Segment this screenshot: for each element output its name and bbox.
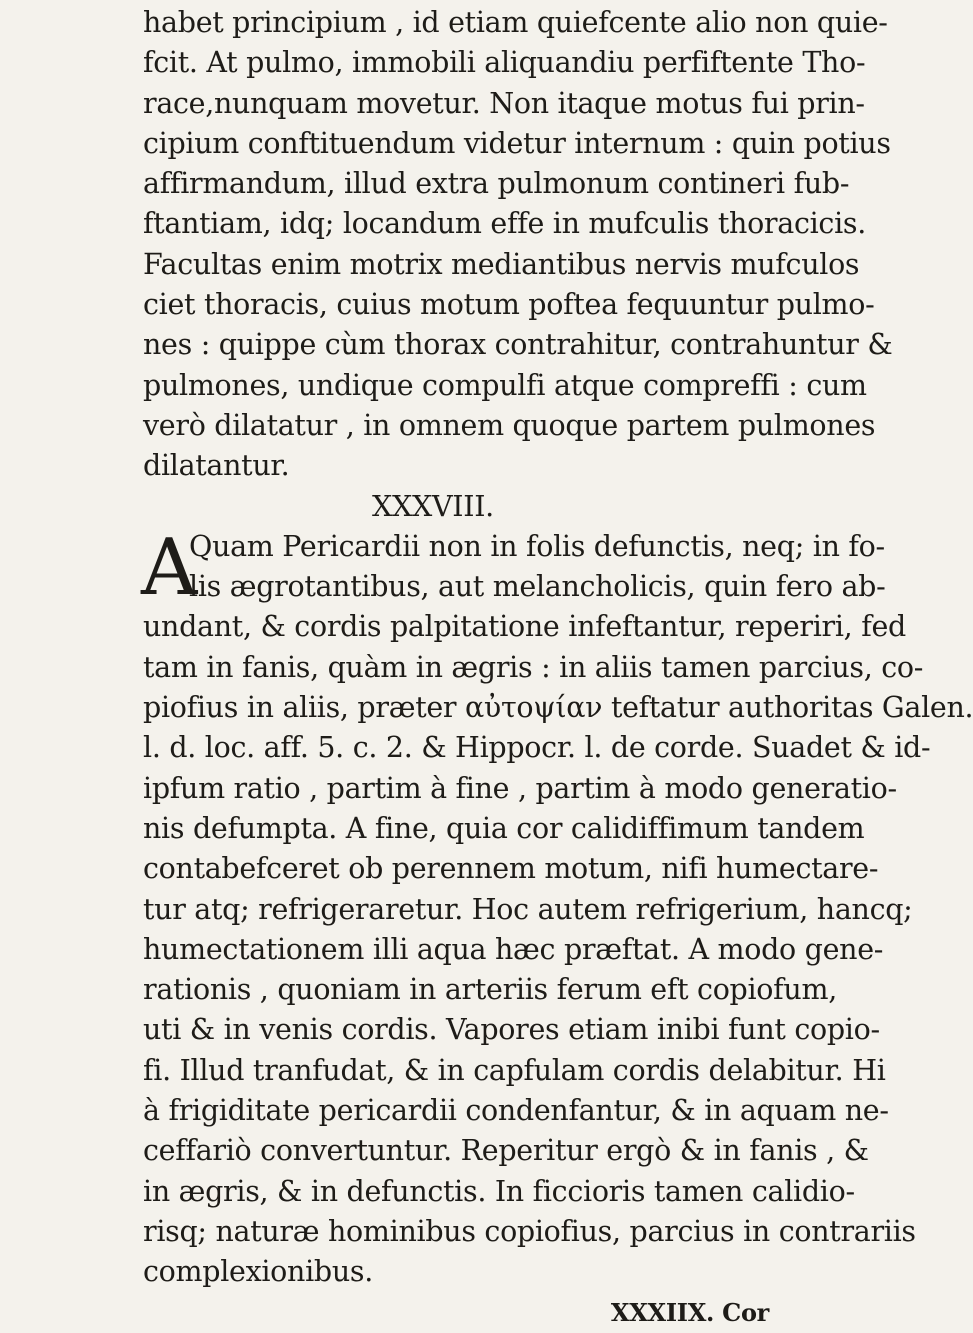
text-line-last: complexionibus.: [143, 1255, 373, 1289]
text-line: fi. Illud tranfudat, & in capfulam cordis delabitur. Hi: [143, 1053, 886, 1087]
text-line: fcit. At pulmo, immobili aliquandiu perfiftente Tho-: [143, 46, 866, 80]
text-line: race,nunquam movetur. Non itaque motus fui prin-: [143, 86, 865, 120]
text-line: nes : quippe cùm thorax contrahitur, contrahuntur &: [143, 328, 893, 362]
text-line: tur atq; refrigeraretur. Hoc autem refrigerium, hancq;: [143, 892, 913, 926]
text-line: cipium conftituendum videtur internum : quin potius: [143, 126, 891, 160]
text-line: à frigiditate pericardii condenfantur, & in aquam ne-: [143, 1094, 889, 1128]
text-line: in ægris, & in defunctis. In ficcioris tamen calidio-: [143, 1174, 855, 1208]
text-line: l. d. loc. aff. 5. c. 2. & Hippocr. l. de corde. Suadet & id-: [143, 731, 931, 765]
text-line: verò dilatatur , in omnem quoque partem pulmones: [143, 408, 876, 442]
text-line: contabefceret ob perennem motum, nifi humectare-: [143, 852, 879, 886]
text-line: ceffariò convertuntur. Reperitur ergò & in fanis , &: [143, 1134, 869, 1168]
text-line: tam in fanis, quàm in ægris : in aliis tamen parcius, co-: [143, 650, 924, 684]
text-line: ipfum ratio , partim à fine , partim à modo generatio-: [143, 771, 897, 805]
text-line-content: Quam Pericardii non in folis defunctis, neq; in fo-: [189, 529, 885, 563]
text-line: uti & in venis cordis. Vapores etiam inibi funt copio-: [143, 1013, 880, 1047]
text-line: habet principium , id etiam quiefcente alio non quie-: [143, 6, 888, 39]
text-line: lis ægrotantibus, aut melancholicis, quin fero ab-: [189, 570, 886, 604]
text-line: pulmones, undique compulfi atque compreffi : cum: [143, 368, 867, 402]
text-line: affirmandum, illud extra pulmonum contineri fub-: [143, 167, 850, 201]
text-line: risq; naturæ hominibus copiofius, parcius in contrariis: [143, 1214, 916, 1248]
text-line: Facultas enim motrix mediantibus nervis mufculos: [143, 247, 860, 281]
text-line: rationis , quoniam in arteriis ferum eft copiofum,: [143, 973, 837, 1007]
text-block: [141, 3, 973, 1333]
text-line: ciet thoracis, cuius motum poftea fequuntur pulmo-: [143, 288, 875, 322]
catchword: XXXIIX. Cor: [610, 1297, 769, 1327]
drop-cap: A: [141, 522, 198, 613]
text-line-last: dilatantur.: [143, 449, 290, 483]
text-line: undant, & cordis palpitatione infeftantur, reperiri, fed: [143, 610, 906, 644]
text-line: piofius in aliis, præter αὐτοψίαν teftatur authoritas Galen.: [143, 691, 973, 725]
section-heading: XXXVIII.: [372, 489, 494, 523]
text-line: nis defumpta. A fine, quia cor calidiffimum tandem: [143, 811, 865, 845]
text-line: ftantiam, idq; locandum effe in mufculis thoracicis.: [143, 207, 866, 241]
text-line: humectationem illi aqua hæc præftat. A modo gene-: [143, 932, 884, 966]
